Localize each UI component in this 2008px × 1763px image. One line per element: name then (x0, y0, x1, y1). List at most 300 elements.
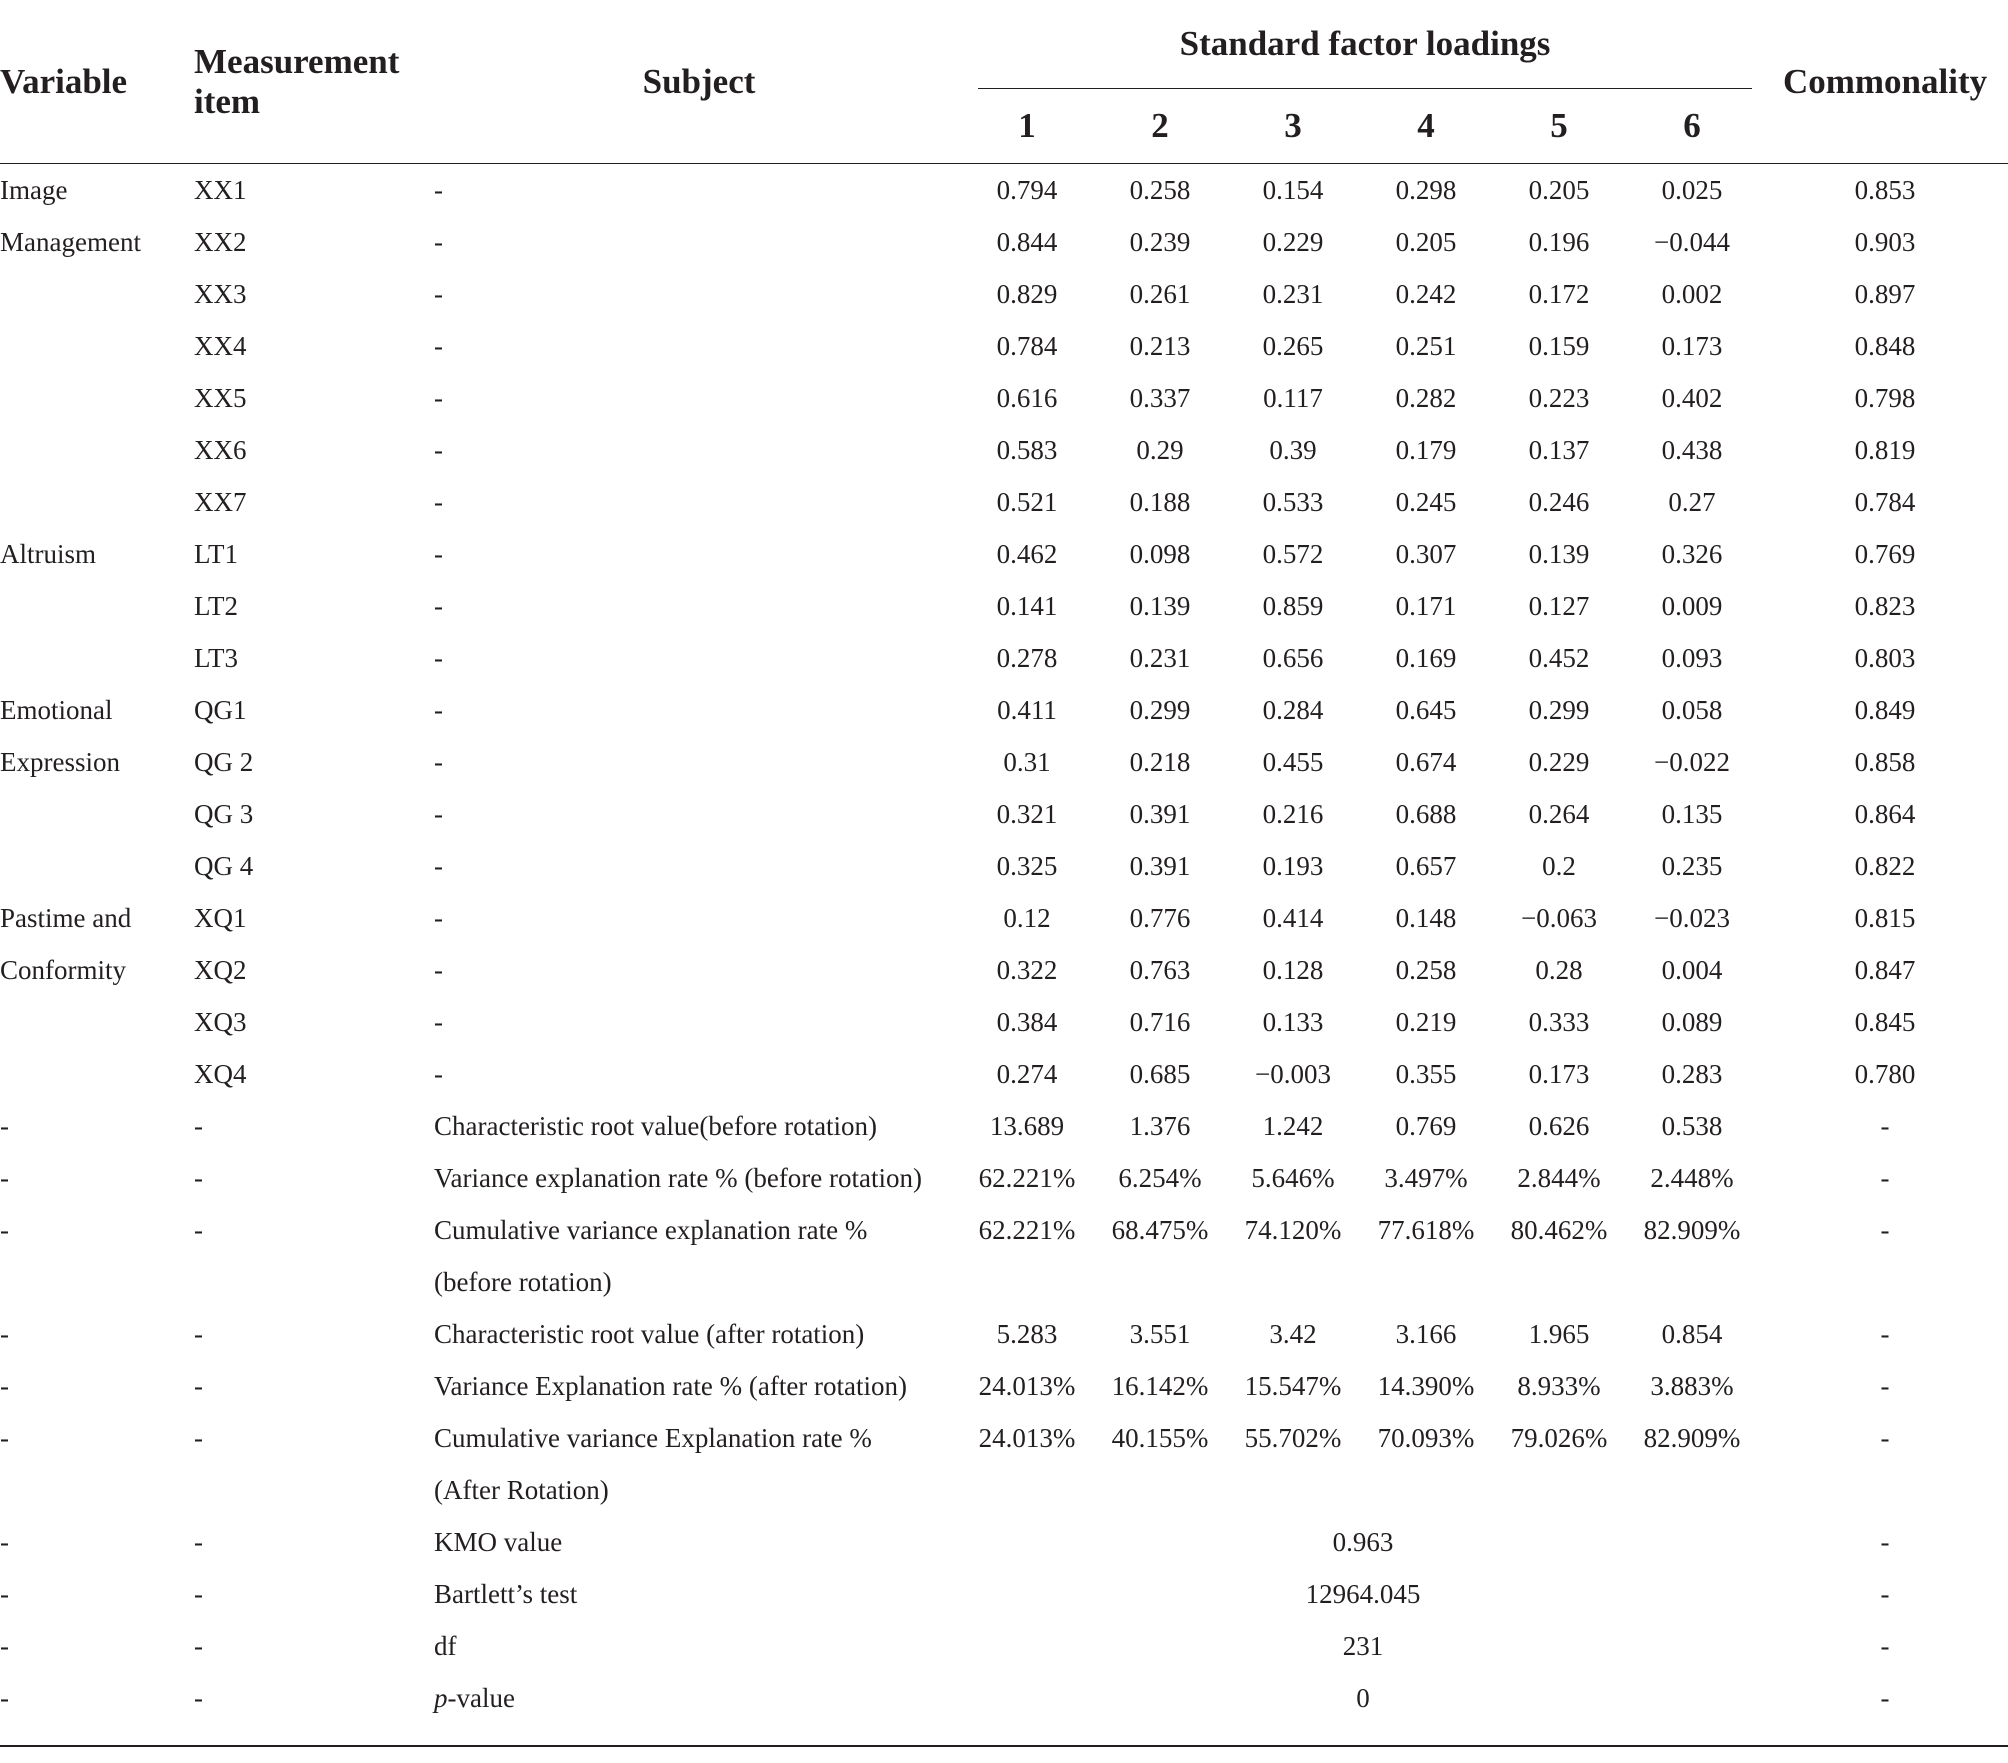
loading-cell-factor-4: 0.258 (1395, 954, 1457, 985)
loading-cell-factor-5: 0.205 (1528, 174, 1590, 205)
table-row (0, 216, 2008, 268)
variable-cell: - (0, 1630, 9, 1661)
stat-value-factor-2: 40.155% (1111, 1423, 1209, 1453)
variable-cell: - (0, 1682, 9, 1713)
loading-cell-factor-3: 0.216 (1262, 798, 1324, 829)
variable-cell (0, 1048, 194, 1100)
stat-value-factor-3: 74.120% (1244, 1215, 1342, 1245)
commonality-cell: 0.847 (1854, 954, 1916, 985)
variable-cell (0, 632, 194, 684)
table-row (0, 476, 2008, 528)
subject-line: Variance Explanation rate % (after rotation) (434, 1370, 908, 1401)
loading-cell-factor-3: 0.154 (1262, 174, 1324, 205)
loading-cell-factor-3: 0.859 (1262, 590, 1324, 621)
measurement-item-cell: - (194, 1162, 203, 1193)
variable-cell: Management (0, 226, 141, 257)
commonality-cell: - (1880, 1318, 1890, 1349)
variable-cell: - (0, 1318, 9, 1349)
header-variable: Variable (0, 0, 194, 164)
subject-text: Bartlett’s test (434, 1578, 578, 1609)
loading-cell-factor-6: 0.27 (1668, 486, 1716, 517)
variable-cell (0, 788, 194, 840)
stat-value-factor-4: 14.390% (1377, 1370, 1475, 1401)
loading-cell-factor-2: 0.231 (1129, 642, 1191, 673)
subject-cell: - (434, 1006, 443, 1037)
subject-line-continued: (After Rotation) (434, 1475, 609, 1505)
loading-cell-factor-3: 0.133 (1262, 1006, 1324, 1037)
loading-cell-factor-1: 0.278 (996, 642, 1058, 673)
commonality-cell: 0.769 (1854, 538, 1916, 569)
subject-line: Cumulative variance Explanation rate % (434, 1423, 872, 1453)
subject-cell: - (434, 850, 443, 881)
measurement-item-cell: LT3 (194, 642, 239, 673)
variable-cell (0, 424, 194, 476)
measurement-item-cell: XX6 (194, 434, 247, 465)
loading-cell-factor-1: 0.274 (996, 1058, 1058, 1089)
loading-cell-factor-4: 0.219 (1395, 1006, 1457, 1037)
loading-cell-factor-4: 0.688 (1395, 798, 1457, 829)
commonality-cell: - (1880, 1526, 1890, 1557)
loading-cell-factor-6: 0.009 (1661, 590, 1723, 621)
commonality-cell: - (1880, 1215, 1890, 1245)
stat-value-factor-4: 70.093% (1377, 1423, 1475, 1453)
loading-cell-factor-3: 0.117 (1263, 382, 1323, 413)
stat-value-factor-2: 1.376 (1129, 1110, 1191, 1141)
table-row (0, 684, 2008, 736)
stat-value-factor-2: 16.142% (1111, 1370, 1209, 1401)
subject-cell (434, 1568, 964, 1620)
loading-cell-factor-1: 0.384 (996, 1006, 1058, 1037)
stat-value-factor-4: 3.166 (1395, 1318, 1457, 1349)
loading-cell-factor-2: 0.776 (1129, 902, 1191, 933)
loading-cell-factor-6: 0.402 (1661, 382, 1723, 413)
subject-cell: - (434, 278, 443, 309)
loading-cell-factor-1: 0.321 (996, 798, 1058, 829)
subject-cell: - (434, 486, 443, 517)
subject-cell: - (434, 330, 443, 361)
variable-cell: - (0, 1215, 9, 1245)
header-factor-4: 4 (1356, 89, 1496, 164)
loading-cell-factor-6: 0.002 (1661, 278, 1723, 309)
loading-cell-factor-1: 0.583 (996, 434, 1058, 465)
measurement-item-cell: XQ4 (194, 1058, 247, 1089)
loading-cell-factor-2: 0.098 (1129, 538, 1191, 569)
table-row (0, 788, 2008, 840)
loading-cell-factor-1: 0.829 (996, 278, 1058, 309)
stat-value-factor-5: 79.026% (1510, 1423, 1608, 1453)
loading-cell-factor-5: 0.246 (1528, 486, 1590, 517)
measurement-item-cell: XQ1 (194, 902, 247, 933)
subject-cell: - (434, 590, 443, 621)
loading-cell-factor-5: 0.127 (1528, 590, 1590, 621)
measurement-item-cell: XQ2 (194, 954, 247, 985)
commonality-cell: 0.819 (1854, 434, 1916, 465)
loading-cell-factor-6: −0.044 (1654, 226, 1730, 257)
subject-cell: - (434, 642, 443, 673)
loading-cell-factor-4: 0.169 (1395, 642, 1457, 673)
stat-value-factor-3: 3.42 (1269, 1318, 1317, 1349)
variable-cell: Altruism (0, 538, 97, 569)
test-value-cell: 231 (1342, 1630, 1384, 1661)
measurement-item-cell: QG1 (194, 694, 247, 725)
loading-cell-factor-5: 0.333 (1528, 1006, 1590, 1037)
header-factor-5: 5 (1496, 89, 1622, 164)
variable-cell (0, 268, 194, 320)
measurement-item-cell: QG 4 (194, 850, 254, 881)
subject-cell: - (434, 902, 443, 933)
loading-cell-factor-6: 0.025 (1661, 174, 1723, 205)
loading-cell-factor-1: 0.325 (996, 850, 1058, 881)
loading-cell-factor-5: 0.159 (1528, 330, 1590, 361)
loading-cell-factor-3: 0.128 (1262, 954, 1324, 985)
test-row (0, 1516, 2008, 1568)
commonality-cell: 0.849 (1854, 694, 1916, 725)
commonality-cell: - (1880, 1682, 1890, 1713)
subject-cell: - (434, 798, 443, 829)
loading-cell-factor-2: 0.685 (1129, 1058, 1191, 1089)
loading-cell-factor-6: −0.023 (1654, 902, 1730, 933)
commonality-cell: - (1880, 1630, 1890, 1661)
test-row (0, 1672, 2008, 1724)
loading-cell-factor-4: 0.298 (1395, 174, 1457, 205)
stat-value-factor-3: 15.547% (1244, 1370, 1342, 1401)
measurement-item-cell: XX1 (194, 174, 247, 205)
test-row (0, 1620, 2008, 1672)
variable-cell: Image (0, 174, 68, 205)
loading-cell-factor-5: 0.28 (1535, 954, 1583, 985)
measurement-item-cell: - (194, 1682, 203, 1713)
loading-cell-factor-1: 0.462 (996, 538, 1058, 569)
subject-cell (434, 1412, 964, 1516)
loading-cell-factor-6: 0.235 (1661, 850, 1723, 881)
loading-cell-factor-1: 0.322 (996, 954, 1058, 985)
stat-value-factor-6: 82.909% (1643, 1215, 1741, 1245)
loading-cell-factor-4: 0.674 (1395, 746, 1457, 777)
loading-cell-factor-2: 0.188 (1129, 486, 1191, 517)
loading-cell-factor-3: 0.193 (1262, 850, 1324, 881)
loading-cell-factor-3: 0.265 (1262, 330, 1324, 361)
header-factor-2: 2 (1090, 89, 1230, 164)
loading-cell-factor-4: 0.205 (1395, 226, 1457, 257)
stat-value-factor-1: 5.283 (996, 1318, 1058, 1349)
stat-value-factor-4: 3.497% (1384, 1162, 1468, 1193)
loading-cell-factor-5: 0.452 (1528, 642, 1590, 673)
table-row (0, 892, 2008, 944)
loading-cell-factor-1: 0.616 (996, 382, 1058, 413)
measurement-item-cell: XX4 (194, 330, 247, 361)
subject-cell: - (434, 954, 443, 985)
subject-line: Characteristic root value (after rotation) (434, 1318, 865, 1349)
loading-cell-factor-1: 0.12 (1003, 902, 1051, 933)
table-row (0, 840, 2008, 892)
measurement-item-cell: XX3 (194, 278, 247, 309)
measurement-item-cell: - (194, 1526, 203, 1557)
stat-value-factor-2: 68.475% (1111, 1215, 1209, 1245)
loading-cell-factor-4: 0.307 (1395, 538, 1457, 569)
variable-cell (0, 996, 194, 1048)
loading-cell-factor-2: 0.139 (1129, 590, 1191, 621)
table-row (0, 164, 2008, 217)
loading-cell-factor-3: 0.414 (1262, 902, 1324, 933)
subject-cell (434, 1204, 964, 1308)
loading-cell-factor-5: 0.173 (1528, 1058, 1590, 1089)
table-row (0, 424, 2008, 476)
loading-cell-factor-6: 0.283 (1661, 1058, 1723, 1089)
header-measurement-item-text: Measurement item (194, 41, 400, 121)
commonality-cell: 0.803 (1854, 642, 1916, 673)
subject-line: Variance explanation rate % (before rotation) (434, 1162, 923, 1193)
test-row (0, 1568, 2008, 1620)
loading-cell-factor-4: 0.179 (1395, 434, 1457, 465)
commonality-cell: - (1880, 1110, 1890, 1141)
table-row (0, 1048, 2008, 1100)
variable-cell (0, 580, 194, 632)
commonality-cell: - (1880, 1423, 1890, 1453)
loading-cell-factor-3: 0.656 (1262, 642, 1324, 673)
subject-cell: - (434, 1058, 443, 1089)
table-row (0, 580, 2008, 632)
measurement-item-cell: XX7 (194, 486, 247, 517)
variable-cell: Expression (0, 746, 120, 777)
stat-value-factor-6: 2.448% (1650, 1162, 1734, 1193)
subject-italic-part: p (434, 1682, 448, 1713)
loading-cell-factor-4: 0.645 (1395, 694, 1457, 725)
loading-cell-factor-1: 0.844 (996, 226, 1058, 257)
subject-cell: - (434, 382, 443, 413)
commonality-cell: 0.815 (1854, 902, 1916, 933)
loading-cell-factor-6: 0.093 (1661, 642, 1723, 673)
loading-cell-factor-5: 0.139 (1528, 538, 1590, 569)
subject-text: df (434, 1630, 457, 1661)
table-row (0, 268, 2008, 320)
measurement-item-cell: LT1 (194, 538, 239, 569)
stat-value-factor-3: 55.702% (1244, 1423, 1342, 1453)
stat-value-factor-3: 1.242 (1262, 1110, 1324, 1141)
loading-cell-factor-2: 0.299 (1129, 694, 1191, 725)
loading-cell-factor-5: 0.196 (1528, 226, 1590, 257)
loading-cell-factor-5: 0.264 (1528, 798, 1590, 829)
loading-cell-factor-1: 0.784 (996, 330, 1058, 361)
test-value-cell: 0.963 (1332, 1526, 1394, 1557)
loading-cell-factor-6: 0.173 (1661, 330, 1723, 361)
measurement-item-cell: XX5 (194, 382, 247, 413)
loading-cell-factor-4: 0.171 (1395, 590, 1457, 621)
variable-cell (0, 320, 194, 372)
stats-row (0, 1308, 2008, 1360)
stat-value-factor-1: 62.221% (978, 1215, 1076, 1245)
subject-cell: - (434, 538, 443, 569)
loading-cell-factor-5: −0.063 (1521, 902, 1597, 933)
table-row (0, 736, 2008, 788)
loading-cell-factor-4: 0.657 (1395, 850, 1457, 881)
loading-cell-factor-5: 0.2 (1542, 850, 1576, 881)
loading-cell-factor-5: 0.229 (1528, 746, 1590, 777)
loading-cell-factor-2: 0.261 (1129, 278, 1191, 309)
subject-cell (434, 1308, 964, 1360)
measurement-item-cell: - (194, 1423, 203, 1453)
header-standard-factor-loadings (964, 0, 1762, 89)
loading-cell-factor-4: 0.242 (1395, 278, 1457, 309)
commonality-cell: 0.864 (1854, 798, 1916, 829)
table-body (0, 164, 2008, 1725)
loading-cell-factor-4: 0.245 (1395, 486, 1457, 517)
header-commonality: Commonality (1762, 0, 2008, 164)
stat-value-factor-6: 3.883% (1650, 1370, 1734, 1401)
loading-cell-factor-1: 0.141 (996, 590, 1058, 621)
commonality-cell: - (1880, 1578, 1890, 1609)
table-row (0, 632, 2008, 684)
stats-row (0, 1100, 2008, 1152)
measurement-item-cell: - (194, 1630, 203, 1661)
commonality-cell: 0.823 (1854, 590, 1916, 621)
loading-cell-factor-4: 0.282 (1395, 382, 1457, 413)
stat-value-factor-1: 24.013% (978, 1370, 1076, 1401)
stats-row (0, 1204, 2008, 1308)
loading-cell-factor-2: 0.239 (1129, 226, 1191, 257)
measurement-item-cell: XX2 (194, 226, 247, 257)
commonality-cell: 0.903 (1854, 226, 1916, 257)
loading-cell-factor-6: −0.022 (1654, 746, 1730, 777)
loading-cell-factor-5: 0.172 (1528, 278, 1590, 309)
header-factor-6: 6 (1622, 89, 1762, 164)
stat-value-factor-2: 3.551 (1129, 1318, 1191, 1349)
stats-row (0, 1412, 2008, 1516)
table-bottom-rule (0, 1745, 2008, 1747)
loading-cell-factor-1: 0.411 (997, 694, 1057, 725)
commonality-cell: 0.784 (1854, 486, 1916, 517)
subject-text: KMO value (434, 1526, 563, 1557)
stat-value-factor-2: 6.254% (1118, 1162, 1202, 1193)
loading-cell-factor-1: 0.521 (996, 486, 1058, 517)
stat-value-factor-1: 24.013% (978, 1423, 1076, 1453)
subject-cell (434, 1100, 964, 1152)
loading-cell-factor-3: 0.39 (1269, 434, 1317, 465)
loading-cell-factor-3: 0.284 (1262, 694, 1324, 725)
header-factor-1: 1 (964, 89, 1090, 164)
loading-cell-factor-6: 0.135 (1661, 798, 1723, 829)
loading-cell-factor-6: 0.058 (1661, 694, 1723, 725)
loading-cell-factor-5: 0.299 (1528, 694, 1590, 725)
subject-cell: - (434, 434, 443, 465)
variable-cell: Conformity (0, 954, 126, 985)
loading-cell-factor-2: 0.218 (1129, 746, 1191, 777)
stat-value-factor-5: 0.626 (1528, 1110, 1590, 1141)
table-row (0, 528, 2008, 580)
stat-value-factor-4: 77.618% (1377, 1215, 1475, 1245)
loading-cell-factor-3: 0.231 (1262, 278, 1324, 309)
loading-cell-factor-1: 0.31 (1003, 746, 1051, 777)
table-row (0, 320, 2008, 372)
loading-cell-factor-5: 0.137 (1528, 434, 1590, 465)
measurement-item-cell: QG 3 (194, 798, 254, 829)
commonality-cell: 0.848 (1854, 330, 1916, 361)
loading-cell-factor-6: 0.004 (1661, 954, 1723, 985)
loading-cell-factor-2: 0.213 (1129, 330, 1191, 361)
subject-line: Characteristic root value(before rotation) (434, 1110, 878, 1141)
loading-cell-factor-2: 0.391 (1129, 798, 1191, 829)
commonality-cell: 0.858 (1854, 746, 1916, 777)
loading-cell-factor-4: 0.355 (1395, 1058, 1457, 1089)
variable-cell: - (0, 1423, 9, 1453)
variable-cell: - (0, 1370, 9, 1401)
stat-value-factor-6: 0.538 (1661, 1110, 1723, 1141)
subject-cell (434, 1516, 964, 1568)
subject-cell (434, 1672, 964, 1724)
subject-cell: - (434, 174, 443, 205)
stat-value-factor-1: 62.221% (978, 1162, 1076, 1193)
stat-value-factor-4: 0.769 (1395, 1110, 1457, 1141)
subject-cell: - (434, 694, 443, 725)
variable-cell (0, 476, 194, 528)
loading-cell-factor-2: 0.763 (1129, 954, 1191, 985)
commonality-cell: 0.853 (1854, 174, 1916, 205)
loading-cell-factor-2: 0.337 (1129, 382, 1191, 413)
variable-cell: Pastime and (0, 902, 132, 933)
loading-cell-factor-2: 0.29 (1136, 434, 1184, 465)
standard-factor-loadings-rule (978, 0, 1752, 89)
subject-line: Cumulative variance explanation rate % (434, 1215, 868, 1245)
stat-value-factor-5: 1.965 (1528, 1318, 1590, 1349)
variable-cell: - (0, 1110, 9, 1141)
table-row (0, 372, 2008, 424)
variable-cell: - (0, 1578, 9, 1609)
measurement-item-cell: - (194, 1215, 203, 1245)
measurement-item-cell: QG 2 (194, 746, 254, 777)
loading-cell-factor-2: 0.391 (1129, 850, 1191, 881)
loading-cell-factor-6: 0.089 (1661, 1006, 1723, 1037)
commonality-cell: 0.780 (1854, 1058, 1916, 1089)
stat-value-factor-1: 13.689 (989, 1110, 1065, 1141)
header-standard-factor-loadings-text: Standard factor loadings (1179, 24, 1551, 63)
subject-cell (434, 1620, 964, 1672)
variable-cell: - (0, 1526, 9, 1557)
header-measurement-item (194, 0, 434, 164)
variable-cell (0, 840, 194, 892)
loading-cell-factor-2: 0.716 (1129, 1006, 1191, 1037)
loading-cell-factor-3: 0.229 (1262, 226, 1324, 257)
subject-cell: - (434, 746, 443, 777)
measurement-item-cell: - (194, 1110, 203, 1141)
subject-cell (434, 1360, 964, 1412)
header-factor-3: 3 (1230, 89, 1356, 164)
commonality-cell: 0.845 (1854, 1006, 1916, 1037)
variable-cell: Emotional (0, 694, 113, 725)
measurement-item-cell: - (194, 1318, 203, 1349)
measurement-item-cell: LT2 (194, 590, 239, 621)
measurement-item-cell: - (194, 1370, 203, 1401)
subject-cell: - (434, 226, 443, 257)
subject-text: -value (447, 1682, 515, 1713)
header-subject: Subject (434, 0, 964, 164)
loading-cell-factor-6: 0.326 (1661, 538, 1723, 569)
subject-cell (434, 1152, 964, 1204)
loading-cell-factor-4: 0.148 (1395, 902, 1457, 933)
measurement-item-cell: XQ3 (194, 1006, 247, 1037)
commonality-cell: - (1880, 1162, 1890, 1193)
stats-row (0, 1152, 2008, 1204)
loading-cell-factor-5: 0.223 (1528, 382, 1590, 413)
commonality-cell: 0.822 (1854, 850, 1916, 881)
stat-value-factor-6: 0.854 (1661, 1318, 1723, 1349)
loading-cell-factor-3: 0.572 (1262, 538, 1324, 569)
loading-cell-factor-2: 0.258 (1129, 174, 1191, 205)
stats-row (0, 1360, 2008, 1412)
loading-cell-factor-3: −0.003 (1255, 1058, 1331, 1089)
loading-cell-factor-6: 0.438 (1661, 434, 1723, 465)
loading-cell-factor-3: 0.455 (1262, 746, 1324, 777)
variable-cell (0, 372, 194, 424)
stat-value-factor-5: 8.933% (1517, 1370, 1601, 1401)
